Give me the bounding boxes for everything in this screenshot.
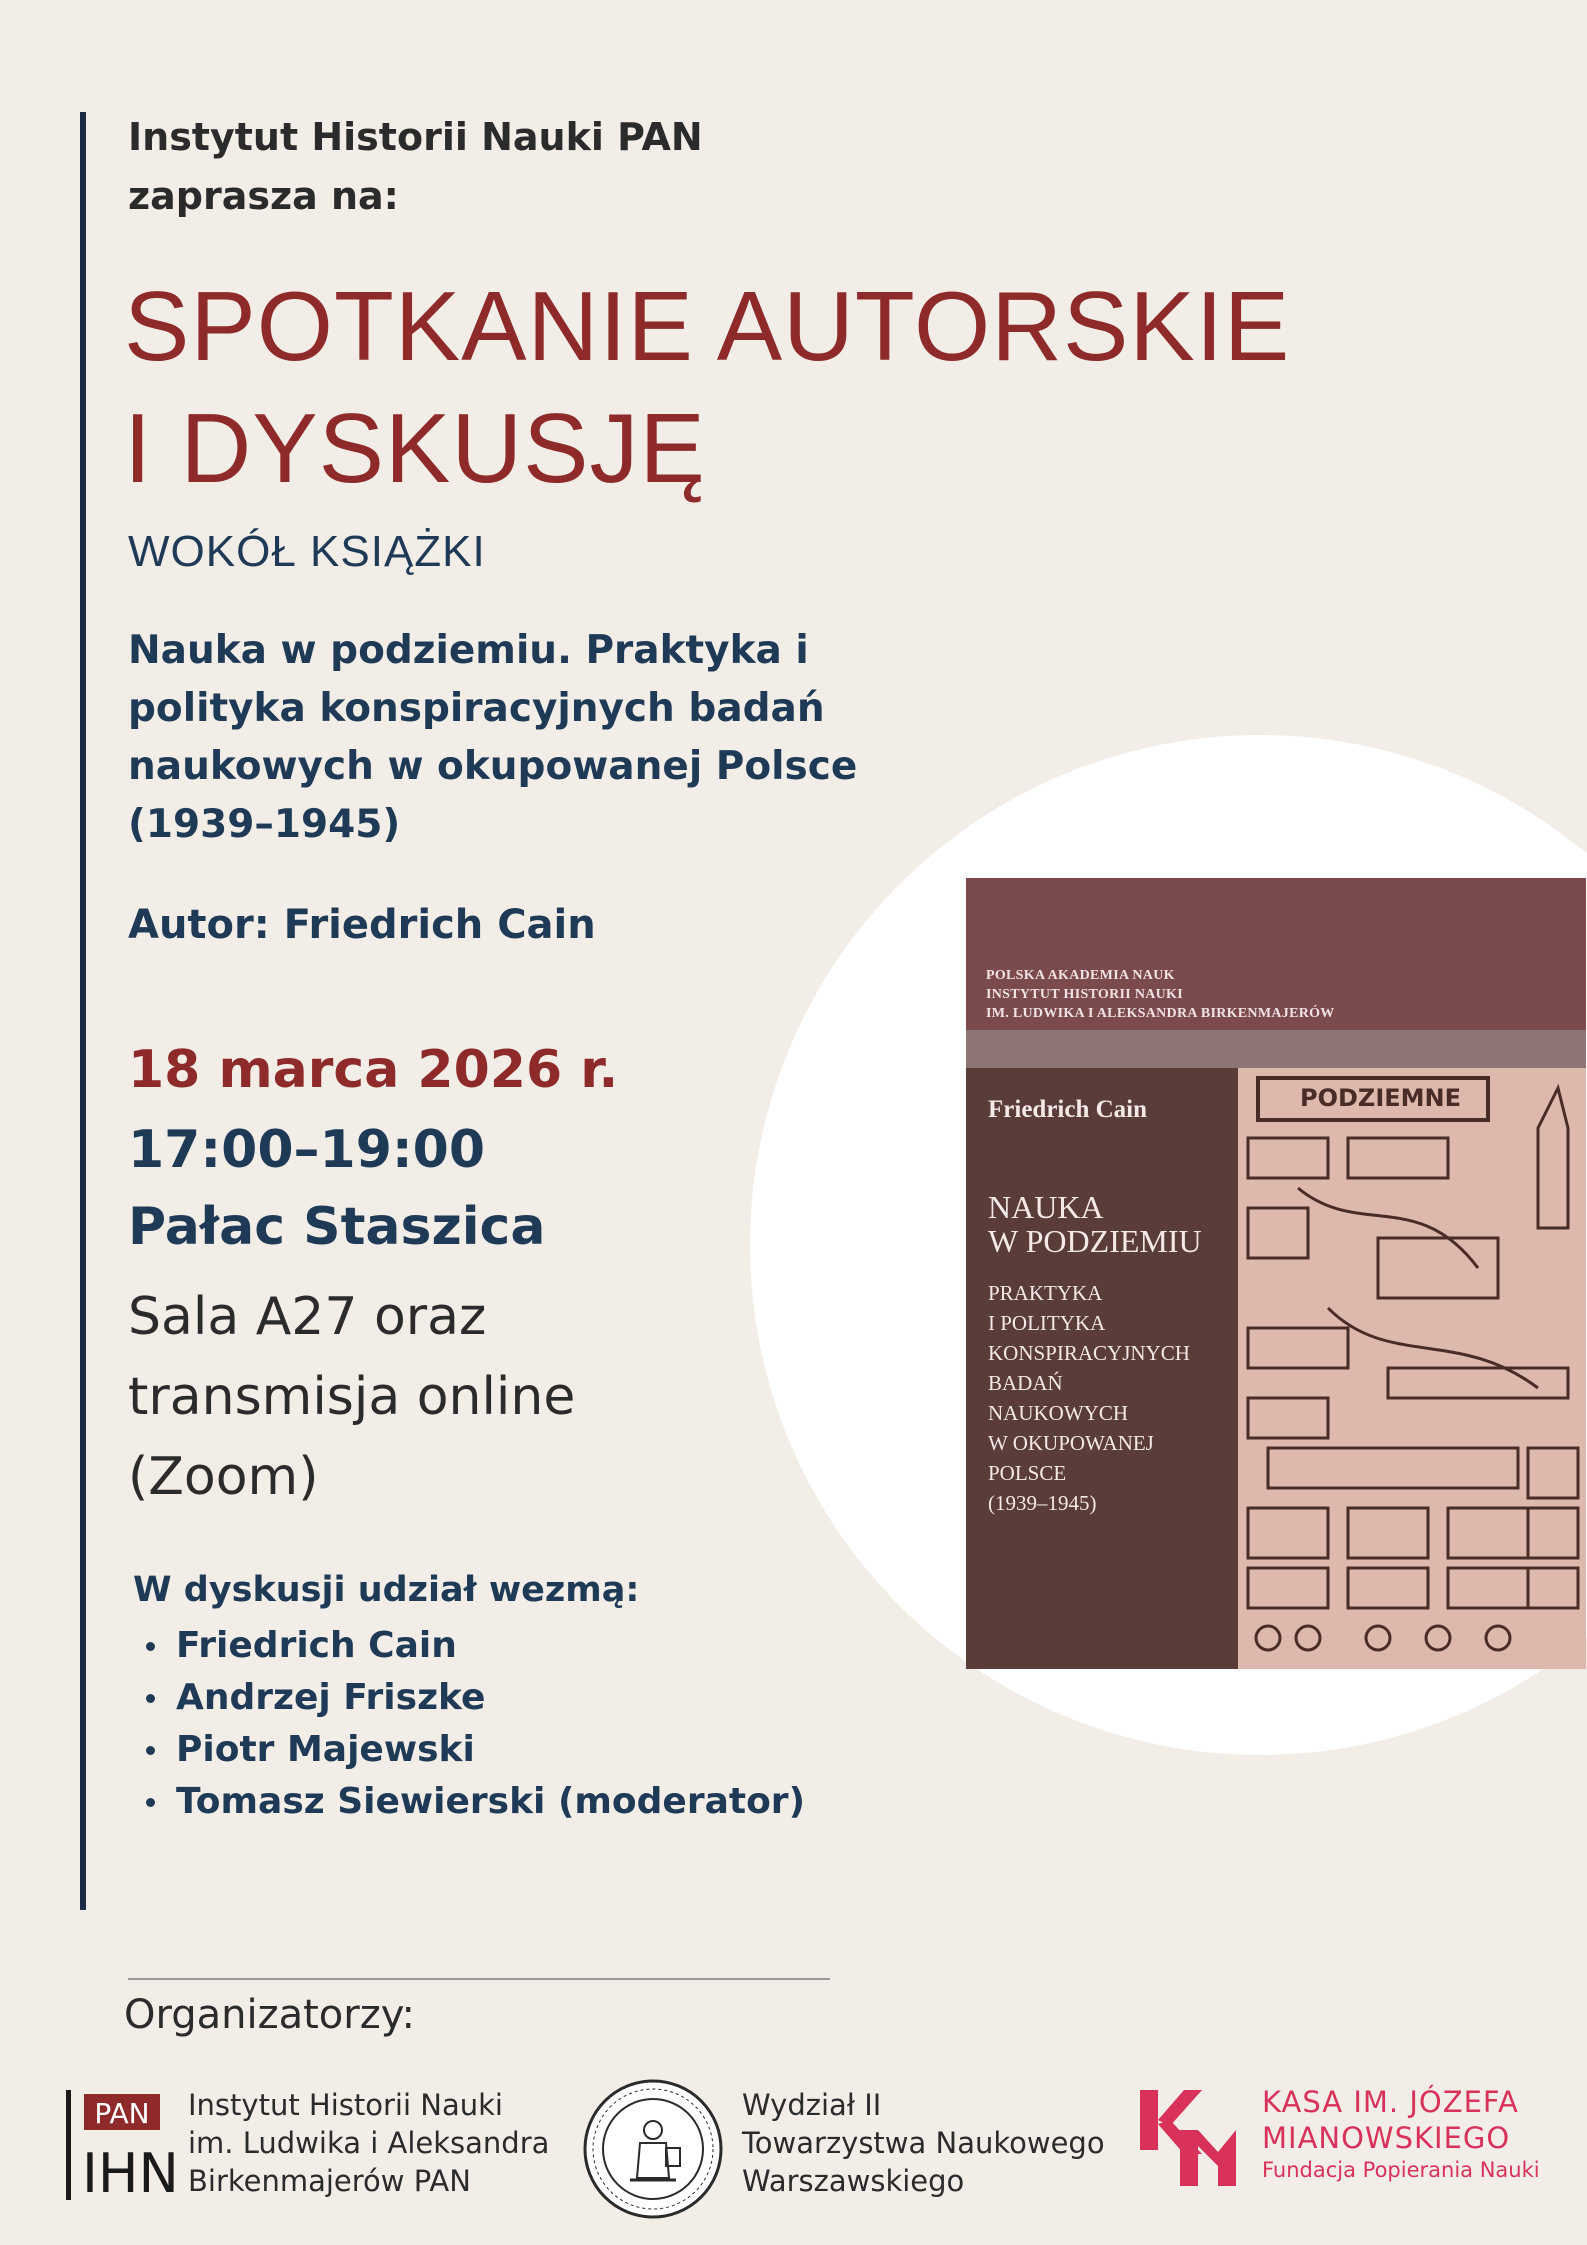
tnw-seal-logo <box>582 2078 724 2220</box>
moderator-name: Tomasz Siewierski <box>176 1781 546 1822</box>
panel-member-moderator <box>146 1776 805 1828</box>
cover-subtitle-line: I POLITYKA <box>988 1311 1106 1335</box>
book-title-line: (1939–1945) <box>128 802 401 847</box>
ihn-name-line: Birkenmajerów PAN <box>188 2164 471 2198</box>
host-invite: zaprasza na: <box>128 174 399 218</box>
event-room <box>128 1277 688 1517</box>
cover-diagram-label: PODZIEMNE <box>1300 1084 1462 1112</box>
book-cover <box>966 878 1586 1669</box>
cover-subtitle-line: BADAŃ <box>988 1371 1063 1395</box>
event-subtitle: WOKÓŁ KSIĄŻKI <box>128 527 486 576</box>
cover-publisher <box>986 966 1335 1023</box>
host-name: Instytut Historii Nauki PAN <box>128 115 703 159</box>
ihn-logo-ihn: IHN <box>82 2142 176 2200</box>
cover-title-line: NAUKA <box>988 1189 1104 1225</box>
event-room-line: Sala A27 oraz <box>128 1287 487 1347</box>
tnw-seal-icon <box>582 2078 724 2220</box>
kasa-name <box>1262 2084 1519 2156</box>
book-author: Autor: Friedrich Cain <box>128 902 596 948</box>
book-title-line: Nauka w podziemiu. Praktyka i <box>128 628 809 673</box>
underground-diagram-icon <box>1238 1068 1586 1669</box>
kasa-mianowskiego-logo <box>1140 2090 1236 2186</box>
ihn-name-line: Instytut Historii Nauki <box>188 2088 503 2122</box>
organizers-heading: Organizatorzy: <box>124 1992 415 2038</box>
ihn-logo-pan: PAN <box>94 2097 150 2130</box>
panel-member: Piotr Majewski <box>146 1724 805 1776</box>
ihn-pan-logo <box>66 2090 176 2200</box>
event-place: Pałac Staszica <box>128 1197 546 1257</box>
tnw-name-line: Towarzystwa Naukowego <box>742 2126 1105 2160</box>
tnw-name-line: Wydział II <box>742 2088 882 2122</box>
accent-vertical-line <box>80 112 86 1910</box>
panel-member: Friedrich Cain <box>146 1620 805 1672</box>
book-title <box>128 622 868 854</box>
cover-diagram-image <box>1238 1068 1586 1669</box>
panel-member: Andrzej Friszke <box>146 1672 805 1724</box>
ihn-logo-icon <box>66 2090 176 2200</box>
event-title-line1: SPOTKANIE AUTORSKIE <box>124 271 1291 381</box>
event-room-line: transmisja online <box>128 1367 576 1427</box>
kasa-name-line: MIANOWSKIEGO <box>1262 2121 1511 2155</box>
tnw-name <box>742 2086 1105 2200</box>
cover-subtitle-line: PRAKTYKA <box>988 1281 1103 1305</box>
cover-title <box>988 1190 1202 1258</box>
cover-title-line: W PODZIEMIU <box>988 1223 1202 1259</box>
cover-author: Friedrich Cain <box>988 1096 1148 1123</box>
host-heading <box>128 108 703 226</box>
event-title <box>124 265 1290 509</box>
event-title-line2: I DYSKUSJĘ <box>124 393 706 503</box>
book-title-line: naukowych w okupowanej Polsce <box>128 744 858 789</box>
kasa-logo-icon <box>1140 2090 1236 2186</box>
book-title-line: polityka konspiracyjnych badań <box>128 686 825 731</box>
kasa-name-line: KASA IM. JÓZEFA <box>1262 2085 1519 2119</box>
organizers-divider <box>128 1978 830 1980</box>
event-room-line: (Zoom) <box>128 1447 319 1507</box>
ihn-name-line: im. Ludwika i Aleksandra <box>188 2126 550 2160</box>
cover-subtitle <box>988 1278 1190 1518</box>
cover-publisher-line: INSTYTUT HISTORII NAUKI <box>986 987 1184 1002</box>
cover-subtitle-line: NAUKOWYCH <box>988 1401 1128 1425</box>
cover-subtitle-line: POLSCE <box>988 1461 1067 1485</box>
cover-publisher-line: IM. LUDWIKA I ALEKSANDRA BIRKENMAJERÓW <box>986 1006 1335 1021</box>
panel-list <box>146 1620 805 1828</box>
tnw-name-line: Warszawskiego <box>742 2164 965 2198</box>
moderator-note: (moderator) <box>557 1781 806 1822</box>
cover-publisher-line: POLSKA AKADEMIA NAUK <box>986 968 1175 983</box>
cover-subtitle-line: (1939–1945) <box>988 1491 1097 1515</box>
cover-subtitle-line: W OKUPOWANEJ <box>988 1431 1154 1455</box>
event-date: 18 marca 2026 r. <box>128 1040 619 1100</box>
panel-heading: W dyskusji udział wezmą: <box>133 1570 640 1610</box>
cover-subtitle-line: KONSPIRACYJNYCH <box>988 1341 1190 1365</box>
kasa-tagline: Fundacja Popierania Nauki <box>1262 2158 1540 2182</box>
event-time: 17:00–19:00 <box>128 1120 486 1180</box>
ihn-name <box>188 2086 549 2200</box>
